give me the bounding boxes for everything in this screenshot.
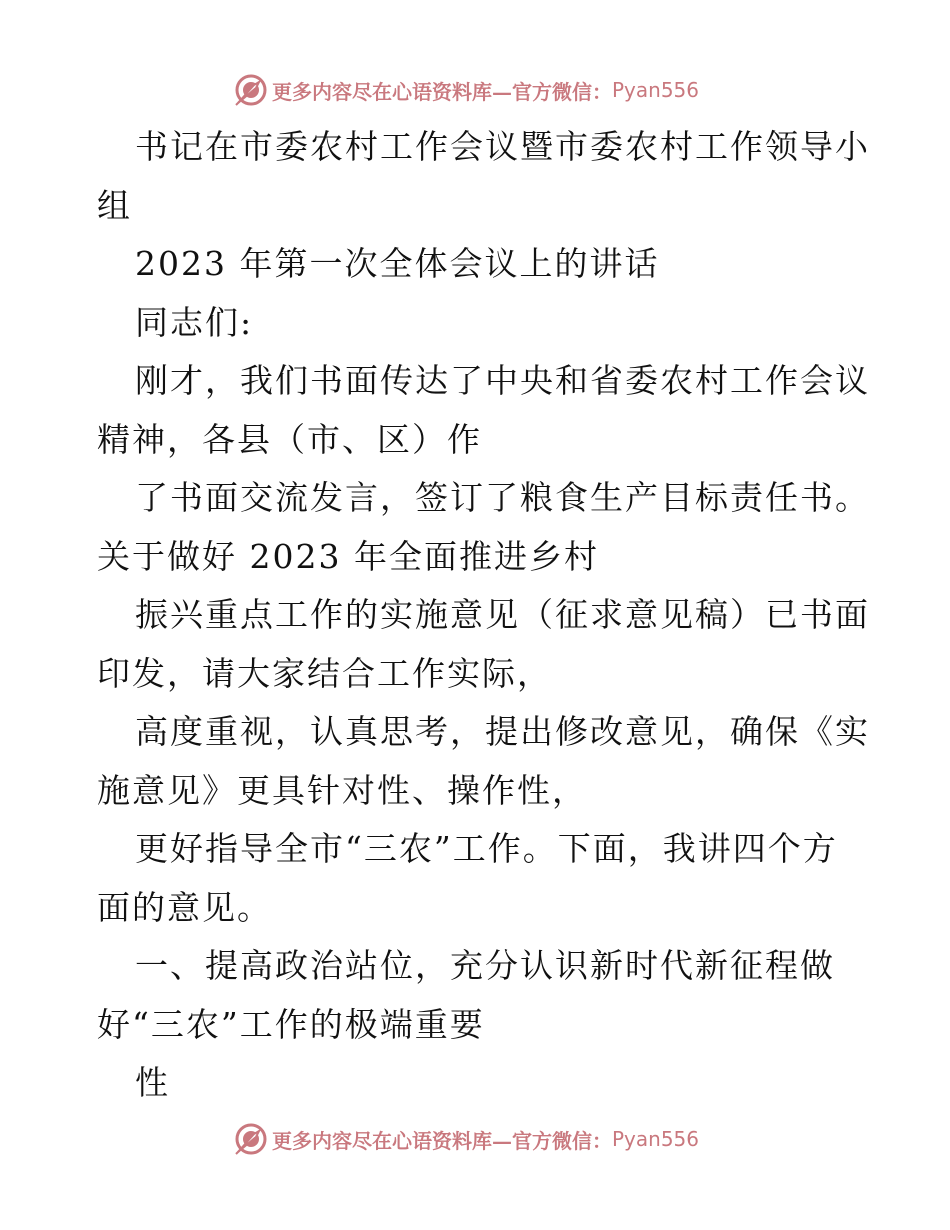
header-banner xyxy=(234,70,699,110)
footer-banner-handle: Pyan556 xyxy=(612,1127,700,1151)
doc-line: 精神，各县（市、区）作 xyxy=(97,419,482,459)
header-banner-handle: Pyan556 xyxy=(612,78,700,102)
footer-banner-text: 更多内容尽在心语资料库—官方微信： xyxy=(272,1128,612,1153)
document-body xyxy=(97,118,870,1113)
doc-line: 一、提高政治站位，充分认识新时代新征程做 xyxy=(135,946,835,985)
doc-line: 好“三农”工作的极端重要 xyxy=(97,1004,485,1044)
doc-line: 更好指导全市“三农”工作。下面，我讲四个方 xyxy=(135,829,838,868)
doc-line: 面的意见。 xyxy=(97,887,272,927)
doc-line: 关于做好 2023 年全面推进乡村 xyxy=(97,536,599,576)
doc-line: 施意见》更具针对性、操作性， xyxy=(97,770,587,810)
header-banner-text: 更多内容尽在心语资料库—官方微信： xyxy=(272,79,612,104)
pen-logo-icon xyxy=(234,1122,268,1156)
footer-banner xyxy=(234,1119,699,1159)
doc-line: 振兴重点工作的实施意见（征求意见稿）已书面 xyxy=(135,595,870,634)
doc-line: 组 xyxy=(97,185,132,225)
doc-line: 印发，请大家结合工作实际， xyxy=(97,653,552,693)
doc-line: 高度重视，认真思考，提出修改意见，确保《实 xyxy=(135,712,870,751)
doc-line: 同志们: xyxy=(135,302,254,342)
doc-line: 性 xyxy=(135,1063,170,1102)
pen-logo-icon xyxy=(234,73,268,107)
doc-line: 2023 年第一次全体会议上的讲话 xyxy=(135,244,660,283)
doc-line: 书记在市委农村工作会议暨市委农村工作领导小 xyxy=(135,127,870,166)
doc-line: 刚才，我们书面传达了中央和省委农村工作会议 xyxy=(135,361,870,400)
doc-line: 了书面交流发言，签订了粮食生产目标责任书。 xyxy=(135,478,870,517)
